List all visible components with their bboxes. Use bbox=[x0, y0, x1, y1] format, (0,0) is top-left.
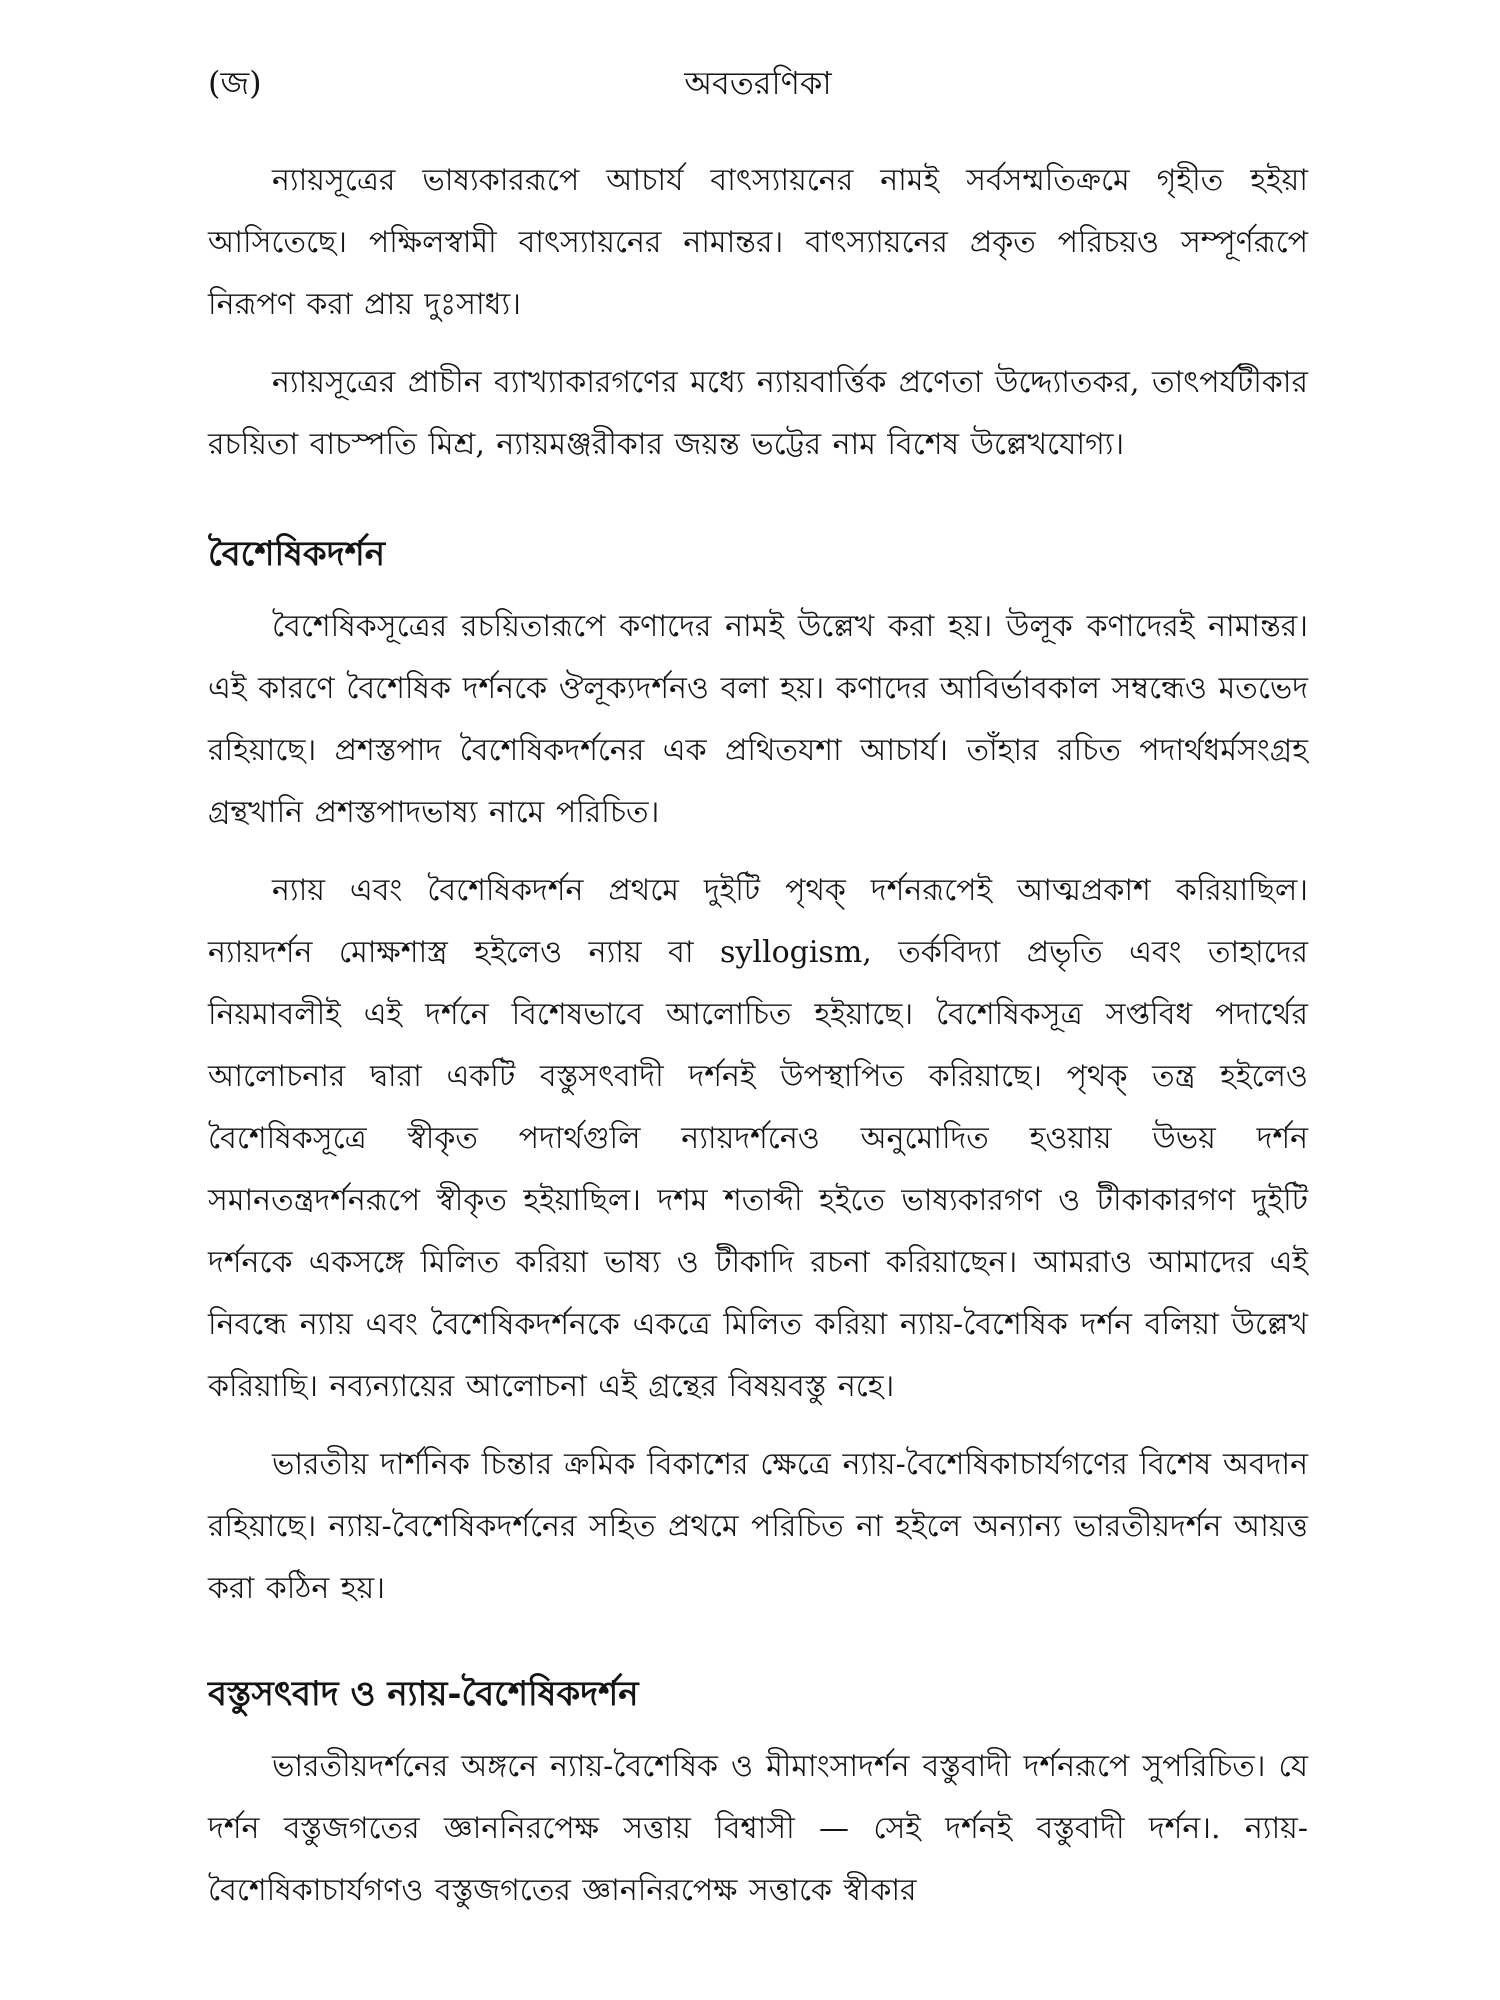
paragraph-realism: ভারতীয়দর্শনের অঙ্গনে ন্যায়-বৈশেষিক ও মীমাংসাদর্শন বস্তুবাদী দর্শনরূপে সুপরিচিত। যে দর্শন বস্তুজগতের জ্ঞাননিরপেক্ষ সত্তায় বিশ্বাসী — সেই দর্শনই বস্তুবাদী দর্শন।. ন্যায়-বৈশেষিকাচার্যগণও বস্তুজগতের জ্ঞাননিরপেক্ষ সত্তাকে স্বীকার bbox=[208, 1749, 1308, 1908]
paragraph-vaisheshika-author: বৈশেষিকসূত্রের রচয়িতারূপে কণাদের নামই উল্লেখ করা হয়। উলূক কণাদেরই নামান্তর। এই কারণে বৈশেষিক দর্শনকে ঔলূক্যদর্শনও বলা হয়। কণাদের আবির্ভাবকাল সম্বন্ধেও মতভেদ রহিয়াছে। প্রশস্তপাদ বৈশেষিকদর্শনের এক প্রথিতযশা আচার্য। তাঁহার রচিত পদার্থধর্মসংগ্রহ গ্রন্থখানি প্রশস্তপাদভাষ্য নামে পরিচিত। bbox=[208, 609, 1308, 830]
paragraph-nyaya-commentator: ন্যায়সূত্রের ভাষ্যকাররূপে আচার্য বাৎস্যায়নের নামই সর্বসম্মতিক্রমে গৃহীত হইয়া আসিতেছে। পক্ষিলস্বামী বাৎস্যায়নের নামান্তর। বাৎস্যায়নের প্রকৃত পরিচয়ও সম্পূর্ণরূপে নিরূপণ করা প্রায় দুঃসাধ্য। bbox=[208, 163, 1308, 322]
paragraph-nyaya-vaisheshika-union: ন্যায় এবং বৈশেষিকদর্শন প্রথমে দুইটি পৃথক্ দর্শনরূপেই আত্মপ্রকাশ করিয়াছিল। ন্যায়দর্শন মোক্ষশাস্ত্র হইলেও ন্যায় বা syllogism, তর্কবিদ্যা প্রভৃতি এবং তাহাদের নিয়মাবলীই এই দর্শনে বিশেষভাবে আলোচিত হইয়াছে। বৈশেষিকসূত্র সপ্তবিধ পদার্থের আলোচনার দ্বারা একটি বস্তুসৎবাদী দর্শনই উপস্থাপিত করিয়াছে। পৃথক্ তন্ত্র হইলেও বৈশেষিকসূত্রে স্বীকৃত পদার্থগুলি ন্যায়দর্শনেও অনুমোদিত হওয়ায় উভয় দর্শন সমানতন্ত্রদর্শনরূপে স্বীকৃত হইয়াছিল। দশম শতাব্দী হইতে ভাষ্যকারগণ ও টীকাকারগণ দুইটি দর্শনকে একসঙ্গে মিলিত করিয়া ভাষ্য ও টীকাদি রচনা করিয়াছেন। আমরাও আমাদের এই নিবন্ধে ন্যায় এবং বৈশেষিকদর্শনকে একত্রে মিলিত করিয়া ন্যায়-বৈশেষিক দর্শন বলিয়া উল্লেখ করিয়াছি। নব্যন্যায়ের আলোচনা এই গ্রন্থের বিষয়বস্তু নহে। bbox=[208, 873, 1308, 1404]
page-body bbox=[208, 150, 1308, 1938]
running-header bbox=[208, 58, 1308, 106]
running-title: অবতরণিকা bbox=[684, 64, 832, 102]
section-heading-vaisheshika: বৈশেষিকদর্শন bbox=[208, 534, 385, 574]
paragraph-nyaya-vaisheshika-contribution: ভারতীয় দার্শনিক চিন্তার ক্রমিক বিকাশের ক্ষেত্রে ন্যায়-বৈশেষিকাচার্যগণের বিশেষ অবদান রহিয়াছে। ন্যায়-বৈশেষিকদর্শনের সহিত প্রথমে পরিচিত না হইলে অন্যান্য ভারতীয়দর্শন আয়ত্ত করা কঠিন হয়। bbox=[208, 1447, 1308, 1606]
section-heading-realism: বস্তুসৎবাদ ও ন্যায়-বৈশেষিকদর্শন bbox=[208, 1674, 639, 1714]
paragraph-nyaya-ancient-commentators: ন্যায়সূত্রের প্রাচীন ব্যাখ্যাকারগণের মধ্যে ন্যায়বার্ত্তিক প্রণেতা উদ্দ্যোতকর, তাৎপর্যটীকার রচয়িতা বাচস্পতি মিশ্র, ন্যায়মঞ্জরীকার জয়ন্ত ভট্টের নাম বিশেষ উল্লেখযোগ্য। bbox=[208, 365, 1308, 462]
page-number: (জ) bbox=[208, 64, 262, 102]
